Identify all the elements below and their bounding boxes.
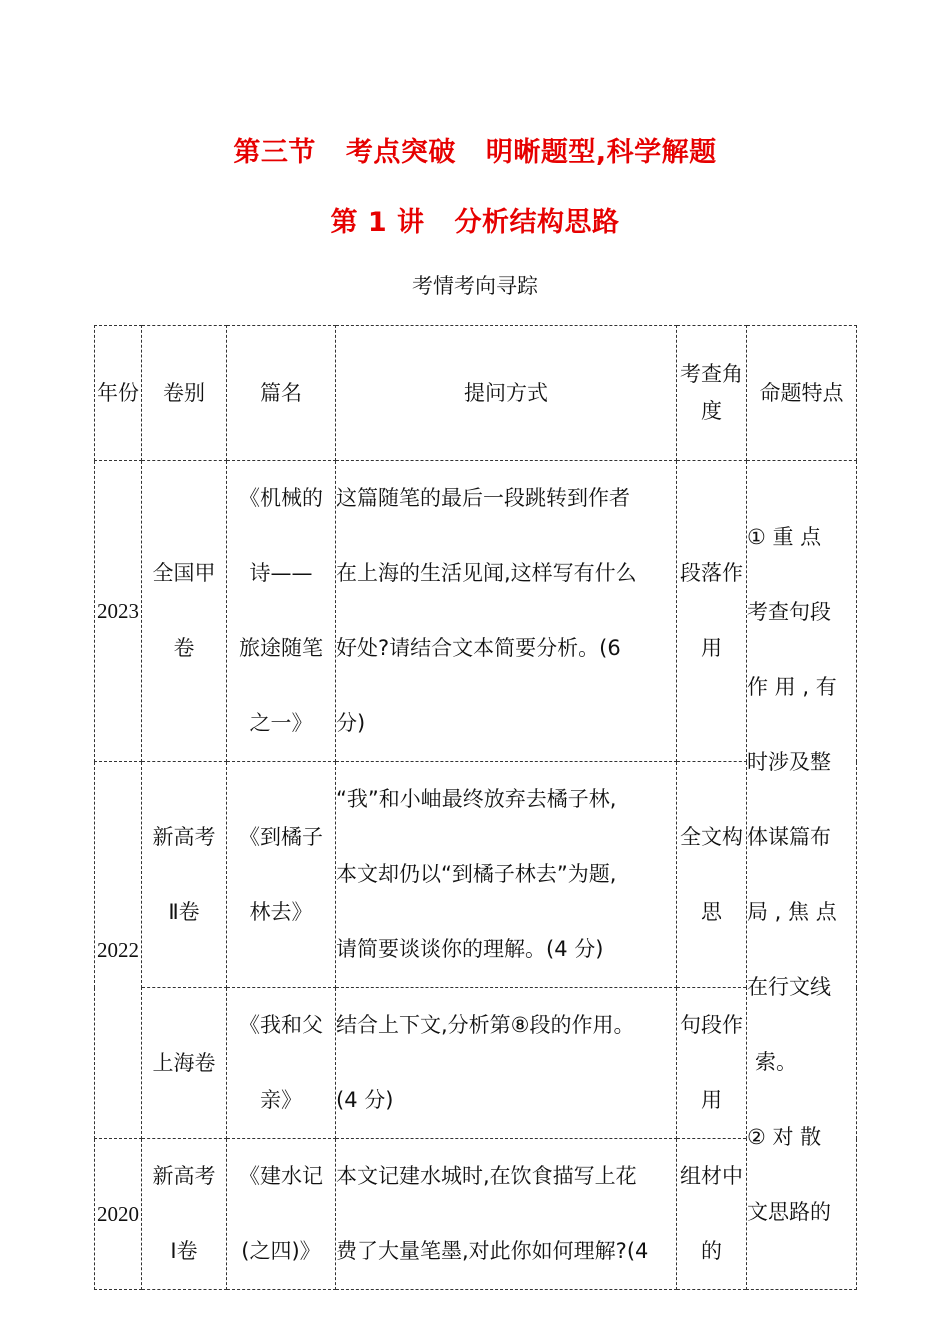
feature-line: 考查句段 [747, 600, 831, 624]
year-cell: 2022 [95, 762, 142, 1139]
feature-line: ① 重 点 [747, 525, 822, 549]
question-cell: “我”和小岫最终放弃去橘子林, 本文却仍以“到橘子林去”为题, 请简要谈谈你的理解。(4 分) [336, 762, 677, 988]
table-caption: 考情考向寻踪 [412, 274, 538, 298]
question-cell: 这篇随笔的最后一段跳转到作者 在上海的生活见闻,这样写有什么 好处?请结合文本简要分析。(6 分) [336, 461, 677, 762]
question-cell: 本文记建水城时,在饮食描写上花 费了大量笔墨,对此你如何理解?(4 [336, 1139, 677, 1290]
table-row [95, 1139, 857, 1290]
article-cell: 《机械的 诗—— 旅途随笔 之一》 [227, 461, 336, 762]
feature-line: 作 用 , 有 [747, 675, 837, 699]
header-question: 提问方式 [336, 326, 677, 461]
header-year: 年份 [95, 326, 142, 461]
article-cell: 《到橘子 林去》 [227, 762, 336, 988]
header-article: 篇名 [227, 326, 336, 461]
angle-cell: 组材中 的 [677, 1139, 747, 1290]
year-cell: 2020 [95, 1139, 142, 1290]
angle-cell: 段落作 用 [677, 461, 747, 762]
feature-line: 体谋篇布 [747, 825, 831, 849]
paper-cell: 新高考 Ⅰ卷 [142, 1139, 227, 1290]
feature-line: 在行文线 [747, 975, 831, 999]
angle-cell: 句段作 用 [677, 988, 747, 1139]
year-cell: 2023 [95, 461, 142, 762]
header-feature: 命题特点 [747, 326, 857, 461]
feature-line: 索。 [755, 1050, 797, 1074]
article-cell: 《我和父 亲》 [227, 988, 336, 1139]
feature-line: ② 对 散 [747, 1125, 822, 1149]
feature-line: 文思路的 [747, 1200, 831, 1224]
lecture-title: 第 1 讲 分析结构思路 [330, 207, 620, 238]
table-row [95, 988, 857, 1139]
feature-line: 时涉及整 [747, 750, 831, 774]
paper-cell: 全国甲 卷 [142, 461, 227, 762]
angle-cell: 全文构 思 [677, 762, 747, 988]
header-paper: 卷别 [142, 326, 227, 461]
paper-cell: 新高考 Ⅱ卷 [142, 762, 227, 988]
paper-cell: 上海卷 [142, 988, 227, 1139]
table-row [95, 762, 857, 988]
section-title: 第三节 考点突破 明晰题型,科学解题 [233, 137, 717, 168]
header-angle: 考查角 度 [677, 326, 747, 461]
feature-line: 局 , 焦 点 [747, 900, 837, 924]
article-cell: 《建水记 (之四)》 [227, 1139, 336, 1290]
table-header-row [95, 326, 857, 461]
question-cell: 结合上下文,分析第⑧段的作用。 (4 分) [336, 988, 677, 1139]
table-row [95, 461, 857, 762]
feature-cell [747, 461, 857, 1290]
exam-trends-table [94, 325, 857, 1290]
